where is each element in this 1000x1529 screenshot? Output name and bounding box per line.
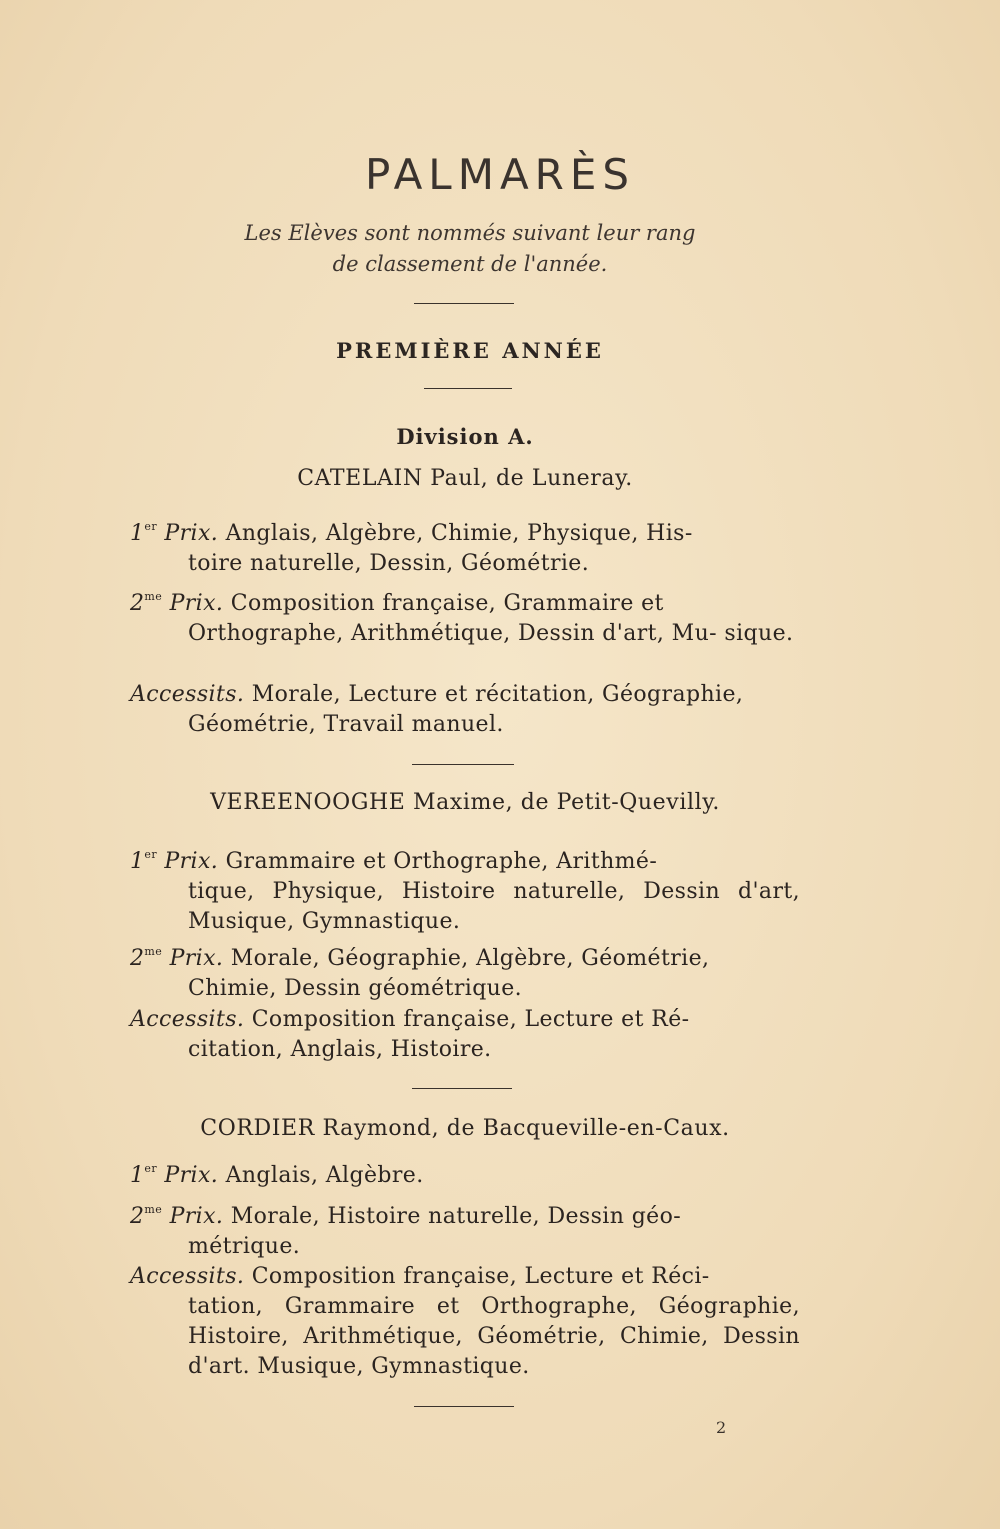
accessits-entry: [130, 680, 800, 740]
subtitle-line-1: Les Elèves sont nommés suivant leur rang: [244, 221, 696, 245]
prize-subjects-cont: Chimie, Dessin géométrique.: [188, 976, 523, 1001]
prize-subjects: Morale, Géographie, Algèbre, Géométrie,: [230, 946, 710, 971]
accessits-entry: [130, 1005, 800, 1065]
prize-subjects-cont: Orthographe, Arithmétique, Dessin d'art, Mu- sique.: [188, 621, 794, 646]
section-heading: PREMIÈRE ANNÉE: [336, 338, 604, 363]
accessits-subjects-cont: tation, Grammaire et Orthographe, Géographie, Histoire, Arithmétique, Géométrie, Chimie, Dessin d'art. Musique, Gymnastique.: [188, 1294, 800, 1379]
prize-subjects: Anglais, Algèbre.: [225, 1163, 424, 1188]
prize-label: 1er Prix.: [130, 1162, 219, 1188]
accessits-subjects: Morale, Lecture et récitation, Géographie,: [251, 682, 744, 707]
prize-label: 1er Prix.: [130, 520, 219, 546]
prize-label: 1er Prix.: [130, 848, 219, 874]
prize-entry: [130, 840, 800, 937]
divider-rule: [414, 1406, 514, 1407]
prize-subjects-cont: tique, Physique, Histoire naturelle, Dessin d'art, Musique, Gymnastique.: [188, 879, 800, 934]
prize-entry: [130, 937, 800, 1004]
accessits-subjects: Composition française, Lecture et Réci-: [251, 1264, 710, 1289]
prize-subjects-cont: métrique.: [188, 1234, 301, 1259]
prize-label: $2^{me}$ Prix.: [130, 1203, 224, 1229]
page-number: 2: [716, 1418, 727, 1437]
prize-subjects: Composition française, Grammaire et: [230, 591, 664, 616]
subtitle-line-2: de classement de l'année.: [332, 252, 608, 276]
subtitle: [0, 218, 940, 280]
prize-subjects: Grammaire et Orthographe, Arithmé-: [225, 849, 658, 874]
prize-entry: [130, 512, 800, 579]
divider-rule: [424, 388, 512, 389]
accessits-subjects-cont: Géométrie, Travail manuel.: [188, 712, 504, 737]
prize-label: $2^{me}$ Prix.: [130, 945, 224, 971]
accessits-subjects-cont: citation, Anglais, Histoire.: [188, 1037, 492, 1062]
division-heading: Division A.: [396, 424, 534, 449]
prize-subjects-cont: toire naturelle, Dessin, Géométrie.: [188, 551, 590, 576]
prize-entry: [130, 1154, 800, 1191]
prize-subjects: Anglais, Algèbre, Chimie, Physique, His-: [225, 521, 693, 546]
divider-rule: [412, 764, 514, 765]
divider-rule: [414, 303, 514, 304]
student-name: CATELAIN Paul, de Luneray.: [297, 466, 633, 491]
student-name: CORDIER Raymond, de Bacqueville-en-Caux.: [200, 1116, 730, 1141]
prize-label: $2^{me}$ Prix.: [130, 590, 224, 616]
prize-subjects: Morale, Histoire naturelle, Dessin géo-: [230, 1204, 682, 1229]
prize-entry: [130, 1195, 800, 1262]
accessits-label: Accessits.: [130, 682, 245, 707]
accessits-entry: [130, 1262, 800, 1382]
prize-entry: [130, 582, 800, 649]
student-name: VEREENOOGHE Maxime, de Petit-Quevilly.: [210, 790, 720, 815]
page-title: PALMARÈS: [364, 150, 636, 199]
divider-rule: [412, 1088, 512, 1089]
accessits-label: Accessits.: [130, 1007, 245, 1032]
accessits-subjects: Composition française, Lecture et Ré-: [251, 1007, 690, 1032]
accessits-label: Accessits.: [130, 1264, 245, 1289]
